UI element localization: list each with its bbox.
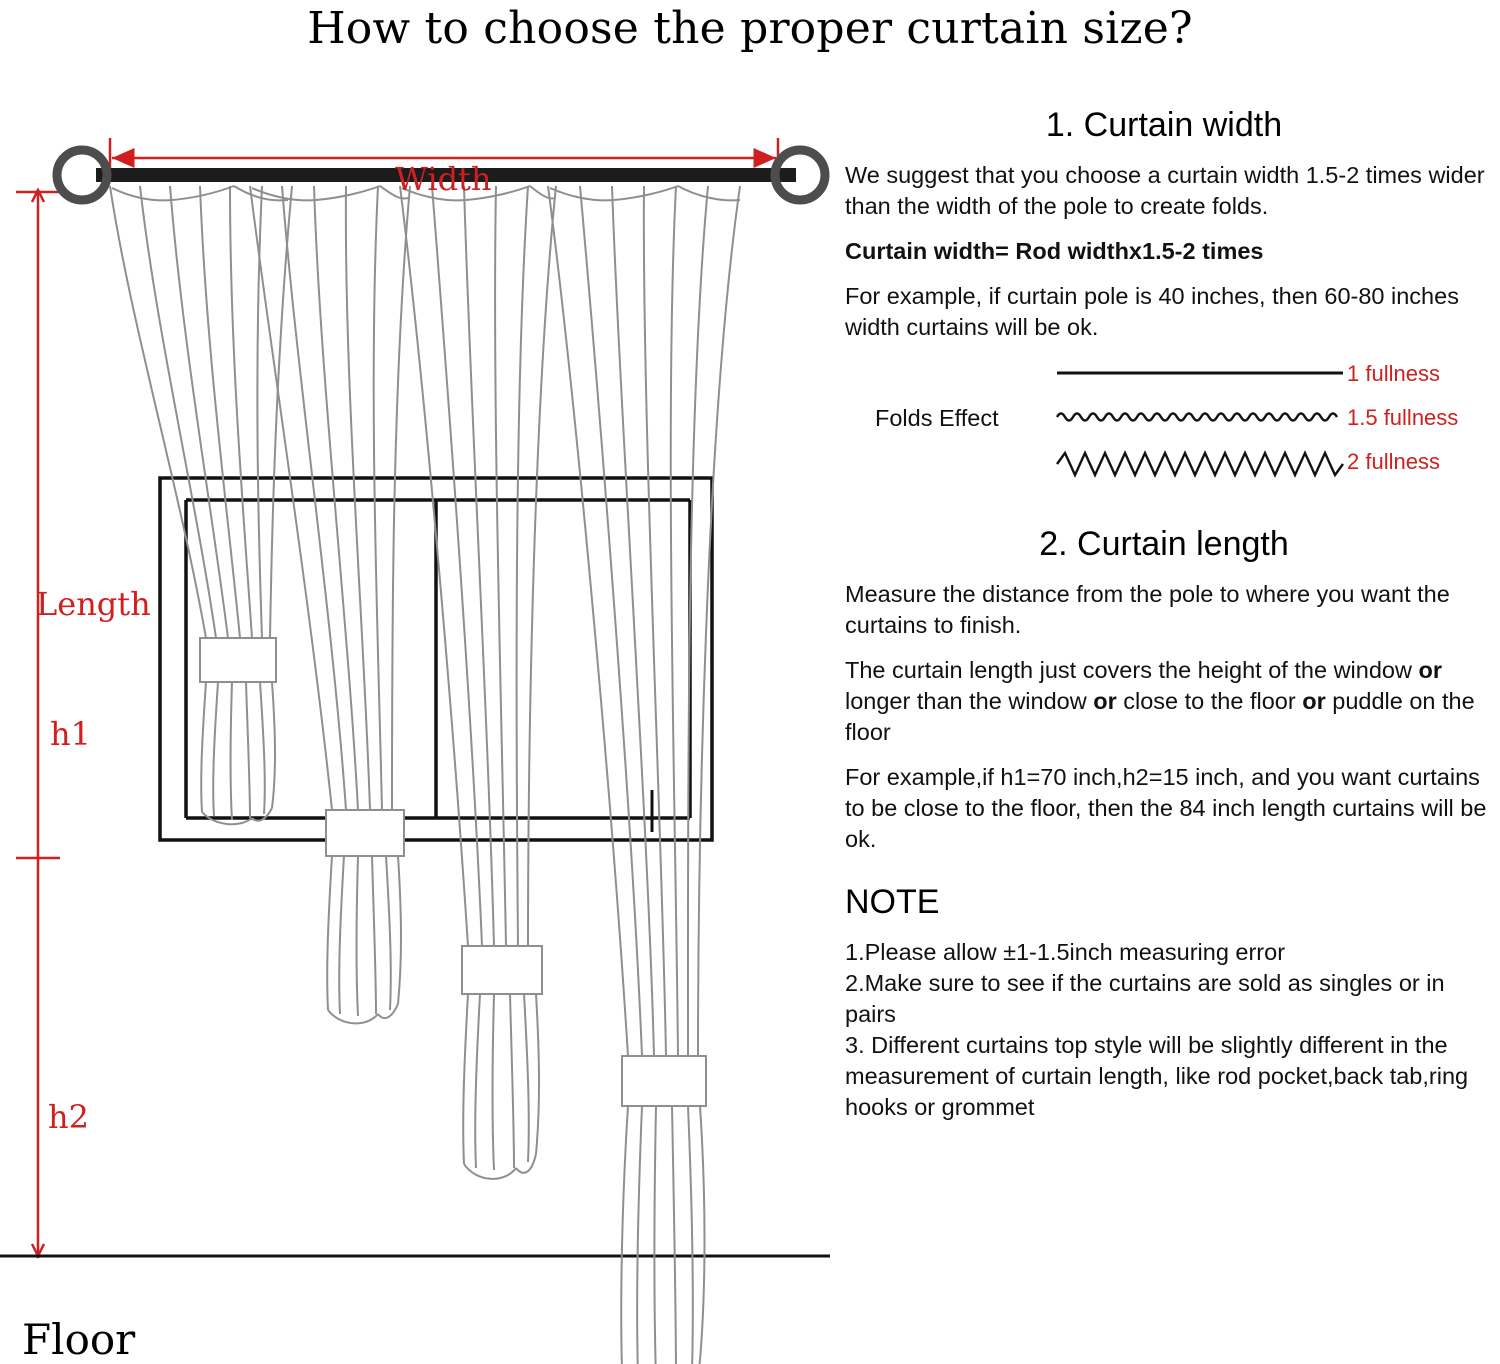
folds-row-1-fullness [1055, 361, 1495, 401]
curtain-diagram [0, 60, 840, 1364]
small-wave-icon [1055, 405, 1345, 429]
length-p2-or-1: or [1418, 657, 1442, 683]
length-p2-or-2: or [1093, 688, 1117, 714]
width-paragraph-2: For example, if curtain pole is 40 inches, then 60-80 inches width curtains will be ok. [845, 283, 1459, 340]
large-zigzag-icon [1055, 449, 1345, 479]
note-line-1: 1.Please allow ±1-1.5inch measuring error [845, 939, 1286, 965]
folds-caption-3: 2 fullness [1347, 449, 1440, 474]
length-p2-or-3: or [1302, 688, 1326, 714]
folds-caption-2: 1.5 fullness [1347, 405, 1459, 430]
folds-row-1_5-fullness [1055, 405, 1495, 445]
length-p2-part-d: close to the floor [1116, 688, 1303, 714]
folds-row-2-fullness [1055, 449, 1495, 489]
page-title: How to choose the proper curtain size? [307, 3, 1193, 54]
curtain-diagram-svg [0, 60, 840, 1364]
h2-label: h2 [48, 1098, 89, 1136]
straight-line-icon [1055, 361, 1345, 385]
width-formula: Curtain width= Rod widthx1.5-2 times [845, 238, 1264, 264]
section-heading-curtain-width: 1. Curtain width [1045, 106, 1283, 144]
folds-effect-label: Folds Effect [875, 405, 999, 431]
length-paragraph-1: Measure the distance from the pole to where you want the curtains to finish. [845, 581, 1450, 638]
section-heading-note: NOTE [845, 883, 940, 921]
note-line-3: 3. Different curtains top style will be slightly different in the measurement of curtain length, like rod pocket,back tab,ring hooks or grommet [845, 1032, 1469, 1120]
curtain-panel-1 [110, 186, 292, 824]
length-p2-part-e: puddle on the floor [845, 688, 1475, 745]
note-line-2: 2.Make sure to see if the curtains are sold as singles or in pairs [845, 970, 1445, 1027]
h1-label: h1 [50, 715, 91, 753]
folds-caption-1: 1 fullness [1347, 361, 1440, 386]
width-paragraph-1: We suggest that you choose a curtain width 1.5-2 times wider than the width of the pole to create folds. [845, 162, 1485, 219]
length-p2-part-a: The curtain length just covers the height of the window [845, 657, 1419, 683]
length-label: Length [36, 585, 151, 623]
folds-effect-diagram [845, 357, 1493, 489]
floor-label: Floor [22, 1315, 136, 1364]
length-paragraph-3: For example,if h1=70 inch,h2=15 inch, and you want curtains to be close to the floor, then the 84 inch length curtains will be ok. [845, 764, 1487, 852]
width-label: Width [395, 160, 492, 198]
curtain-panel-3 [400, 186, 556, 1179]
section-heading-curtain-length: 2. Curtain length [1039, 525, 1289, 563]
length-paragraph-2 [845, 655, 1493, 748]
instructions-column [845, 104, 1493, 1123]
length-p2-part-c: longer than the window [845, 688, 1094, 714]
curtain-panel-2 [250, 186, 410, 1023]
